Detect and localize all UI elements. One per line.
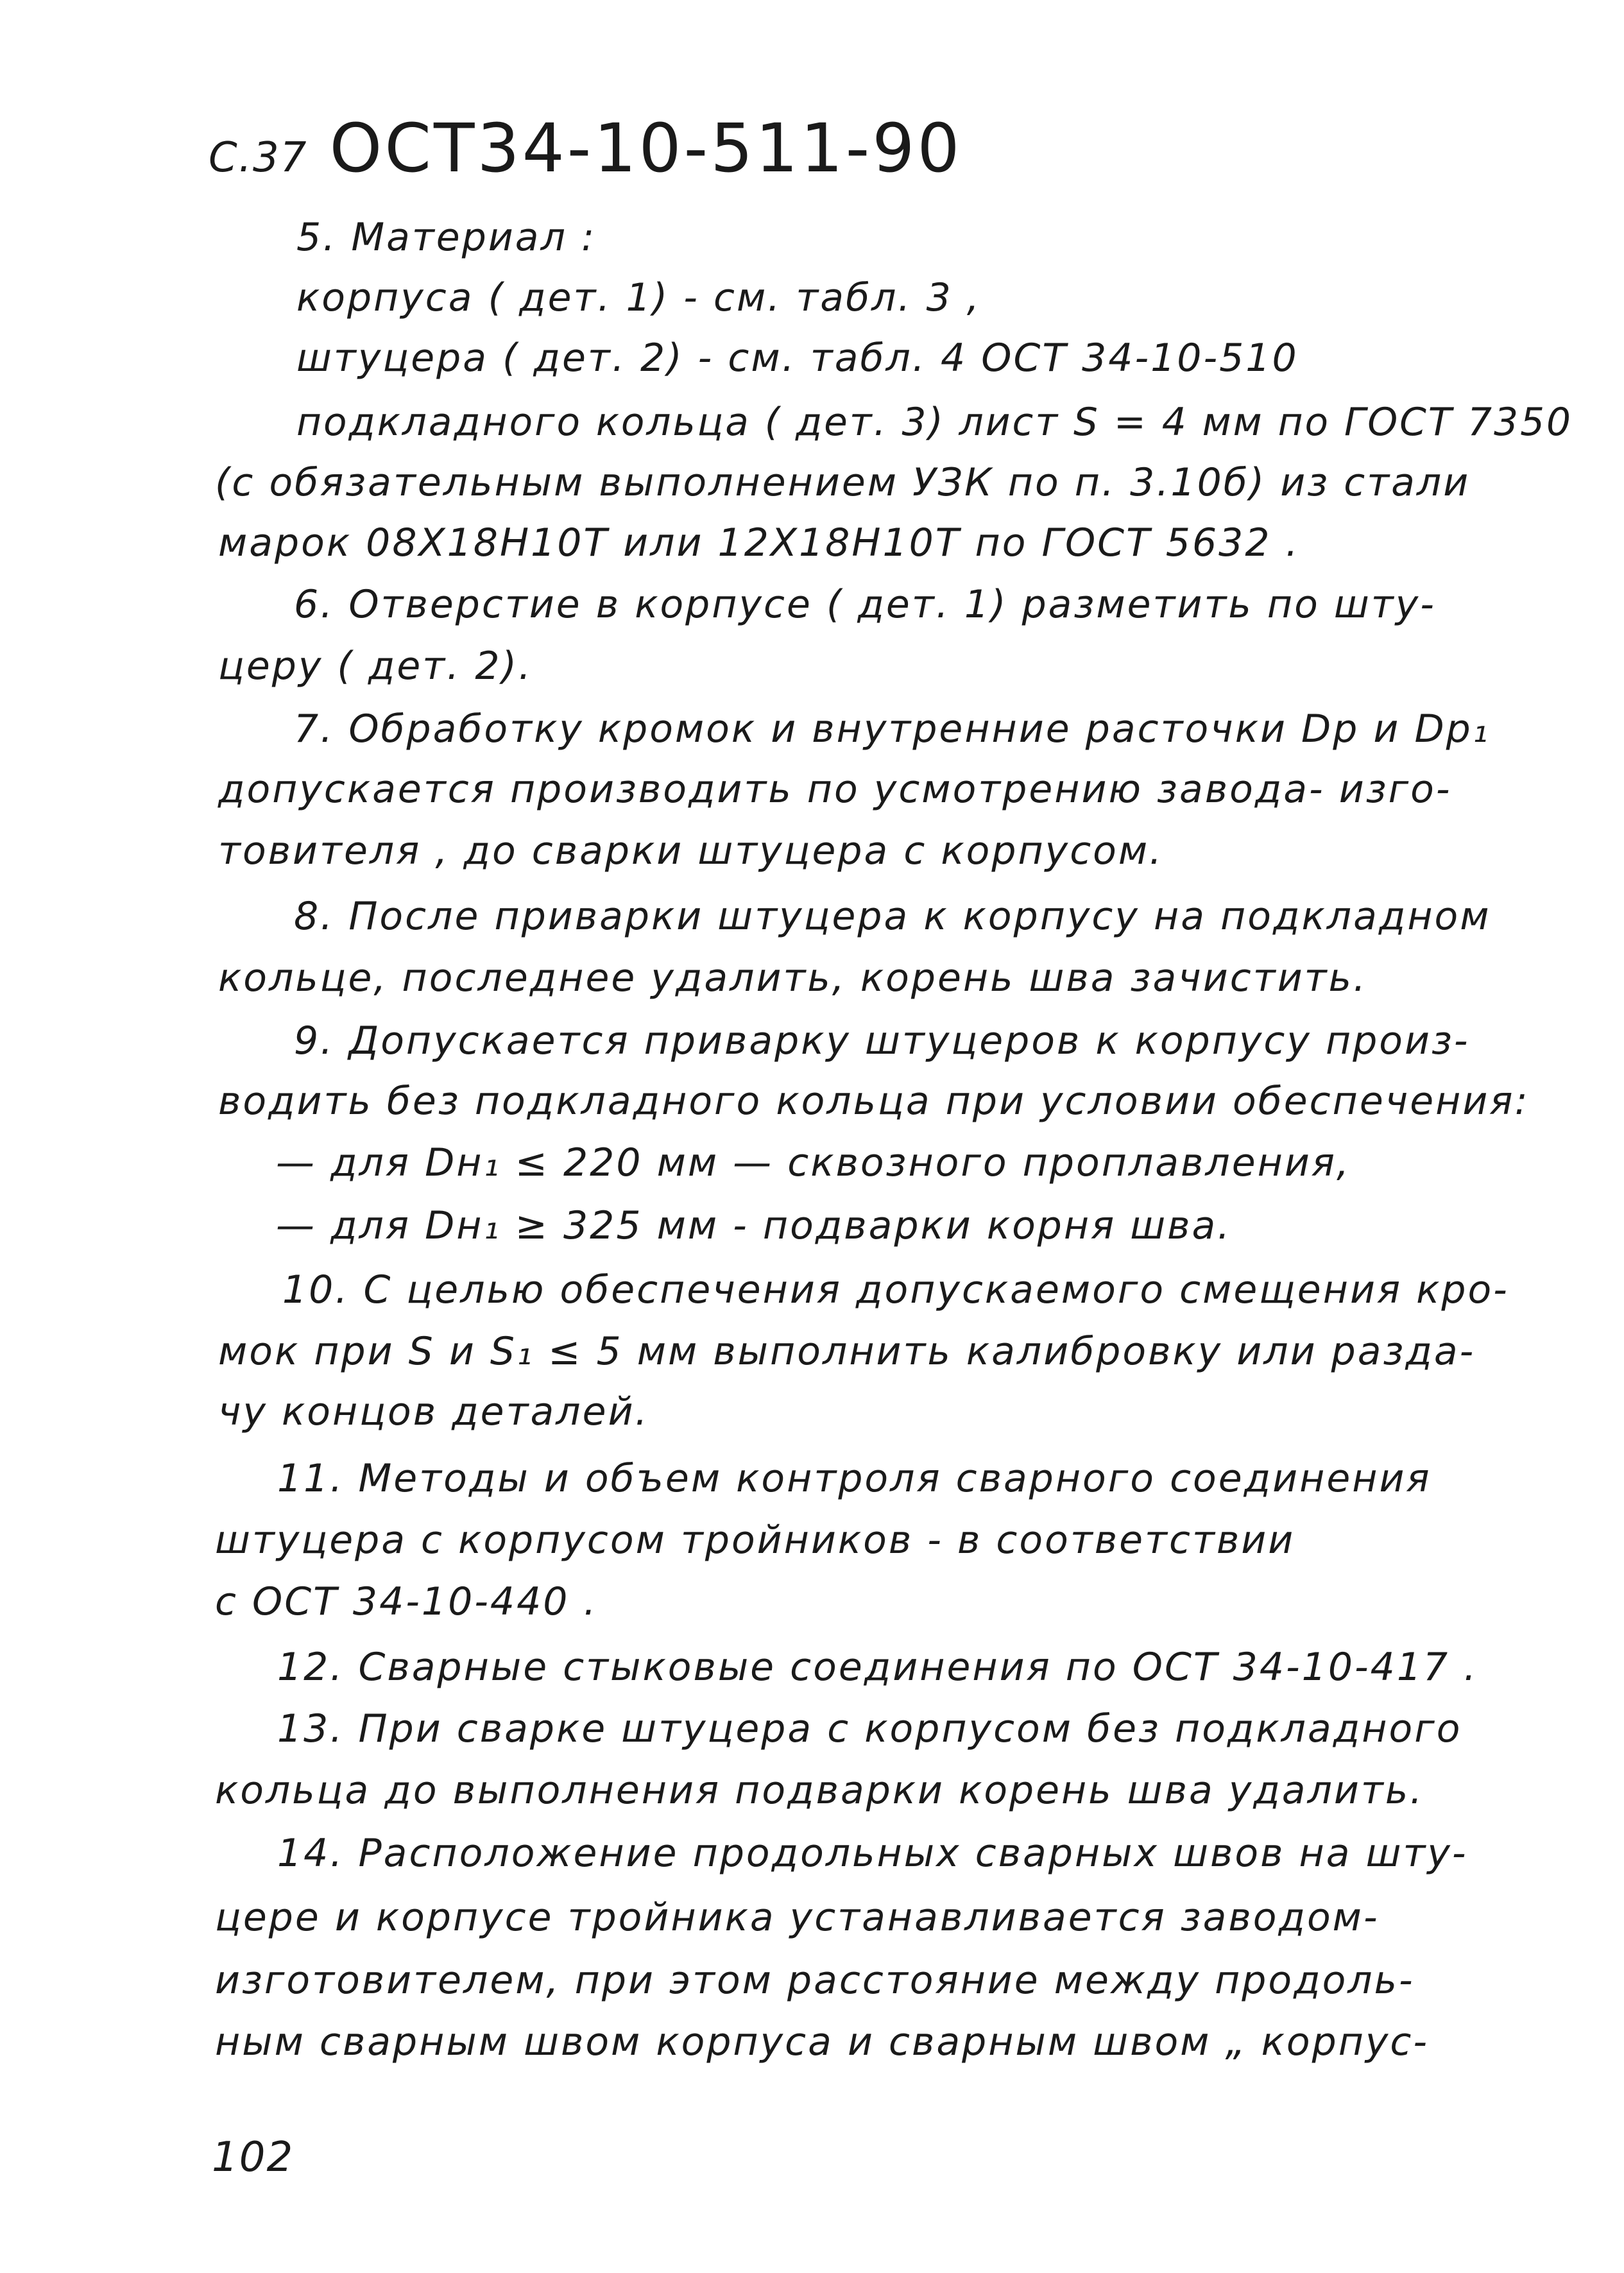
- text-line: церу ( дет. 2).: [218, 644, 533, 689]
- item-5-heading: 5. Материал :: [296, 215, 597, 260]
- text-line: мок при S и S₁ ≤ 5 мм выполнить калибровку или разда-: [218, 1329, 1476, 1374]
- item-9: 9. Допускается приварку штуцеров к корпусу произ-: [294, 1018, 1470, 1063]
- item-8: 8. После приварки штуцера к корпусу на подкладном: [294, 894, 1491, 939]
- item-14: 14. Расположение продольных сварных швов на шту-: [277, 1831, 1468, 1876]
- text-line: штуцера с корпусом тройников - в соответствии: [215, 1518, 1295, 1563]
- condition-line: — для Dн₁ ≤ 220 мм — сквозного проплавления,: [276, 1140, 1351, 1185]
- text-line: кольца до выполнения подварки корень шва удалить.: [215, 1768, 1424, 1813]
- text-line: ным сварным швом корпуса и сварным швом „ корпус-: [215, 2020, 1430, 2064]
- text-line: товителя , до сварки штуцера с корпусом.: [218, 828, 1164, 873]
- item-10: 10. С целью обеспечения допускаемого смещения кро-: [282, 1267, 1509, 1312]
- item-13: 13. При сварке штуцера с корпусом без подкладного: [277, 1706, 1462, 1751]
- condition-line: — для Dн₁ ≥ 325 мм - подварки корня шва.: [276, 1203, 1232, 1248]
- text-line: марок 08Х18Н10Т или 12Х18Н10Т по ГОСТ 5632 .: [218, 520, 1300, 565]
- item-6: 6. Отверстие в корпусе ( дет. 1) разметить по шту-: [294, 582, 1436, 627]
- text-line: изготовителем, при этом расстояние между продоль-: [215, 1958, 1415, 2003]
- text-line: допускается производить по усмотрению завода- изго-: [218, 767, 1452, 812]
- item-11: 11. Методы и объем контроля сварного соединения: [277, 1456, 1432, 1501]
- item-12: 12. Сварные стыковые соединения по ОСТ 34-10-417 .: [277, 1645, 1478, 1690]
- page-header: [209, 109, 962, 187]
- text-line: кольце, последнее удалить, корень шва зачистить.: [218, 956, 1368, 1000]
- text-line: (с обязательным выполнением УЗК по п. 3.10б) из стали: [215, 460, 1471, 505]
- text-line: штуцера ( дет. 2) - см. табл. 4 ОСТ 34-10-510: [296, 336, 1299, 381]
- text-line: с ОСТ 34-10-440 .: [215, 1579, 598, 1624]
- text-line: водить без подкладного кольца при условии обеспечения:: [218, 1079, 1530, 1124]
- text-line: корпуса ( дет. 1) - см. табл. 3 ,: [296, 275, 981, 320]
- text-line: цере и корпусе тройника устанавливается заводом-: [215, 1895, 1380, 1940]
- page-number: 102: [212, 2134, 295, 2181]
- item-7: 7. Обработку кромок и внутренние расточки Dр и Dр₁: [294, 707, 1490, 751]
- text-line: подкладного кольца ( дет. 3) лист S = 4 мм по ГОСТ 7350: [296, 400, 1573, 445]
- document-code: ОСТ34-10-511-90: [329, 109, 962, 187]
- page-reference: С.37: [209, 134, 308, 182]
- text-line: чу концов деталей.: [218, 1389, 649, 1434]
